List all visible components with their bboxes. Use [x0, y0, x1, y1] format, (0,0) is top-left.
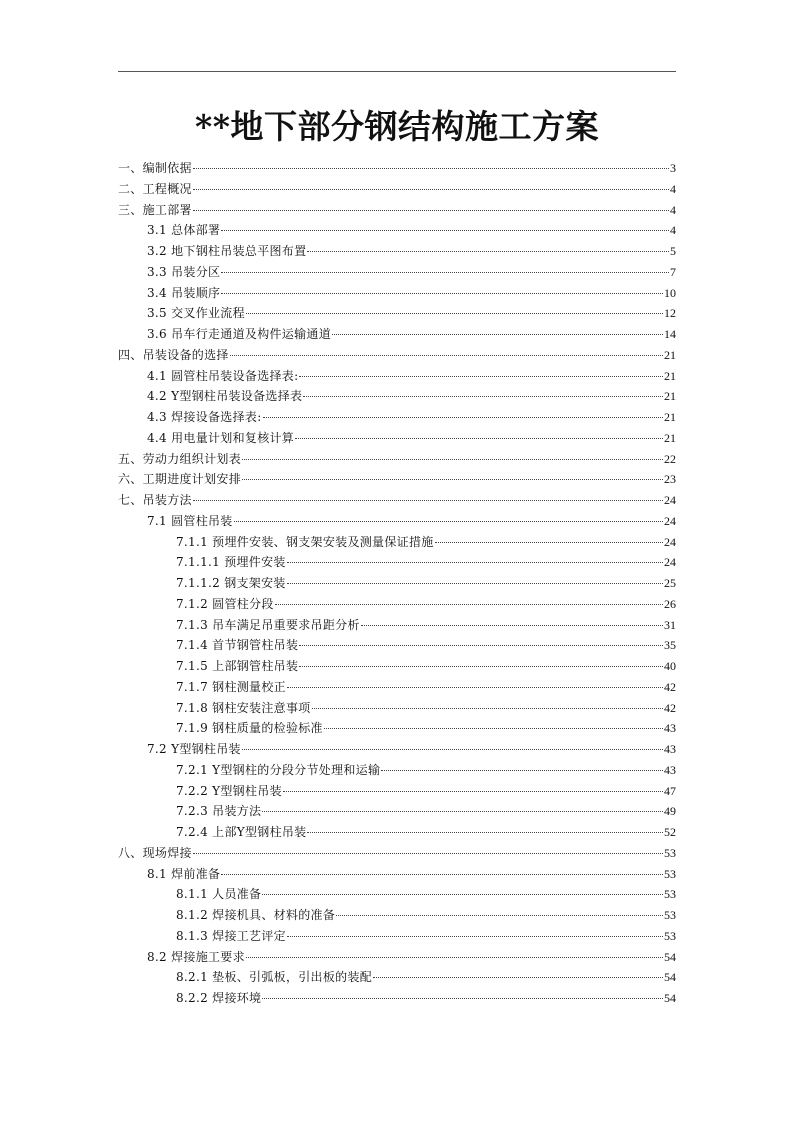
- table-of-contents: [118, 158, 676, 1009]
- toc-dot-leader: [262, 893, 663, 895]
- toc-entry[interactable]: [118, 677, 676, 698]
- toc-dot-leader: [381, 769, 663, 771]
- toc-page-number: 43: [664, 762, 676, 777]
- toc-entry-title: 7.1.7 钢柱测量校正: [176, 679, 286, 694]
- toc-entry[interactable]: [118, 615, 676, 636]
- toc-entry-title: 五、劳动力组织计划表: [118, 451, 242, 466]
- toc-page-number: 10: [664, 285, 676, 300]
- toc-dot-leader: [193, 852, 663, 854]
- toc-entry-title: 三、施工部署: [118, 202, 192, 217]
- toc-entry[interactable]: [118, 449, 676, 470]
- toc-page-number: 22: [664, 451, 676, 466]
- toc-entry[interactable]: [118, 407, 676, 428]
- toc-page-number: 26: [664, 596, 676, 611]
- toc-entry[interactable]: [118, 947, 676, 968]
- toc-dot-leader: [263, 416, 663, 418]
- toc-dot-leader: [193, 499, 663, 501]
- toc-entry-title: 7.2.4 上部Y型钢柱吊装: [176, 825, 307, 839]
- toc-page-number: 25: [664, 576, 676, 590]
- toc-entry-title: 3.6 吊车行走通道及构件运输通道: [147, 327, 331, 341]
- toc-page-number: 53: [664, 845, 676, 860]
- toc-entry-title: 3.1 总体部署: [147, 223, 221, 238]
- toc-entry[interactable]: [118, 179, 676, 200]
- toc-dot-leader: [242, 748, 663, 750]
- toc-entry-title: 7.1.9 钢柱质量的检验标准: [176, 721, 323, 736]
- toc-entry[interactable]: [118, 511, 676, 532]
- toc-entry-title: 4.4 用电量计划和复核计算: [147, 430, 295, 445]
- toc-entry[interactable]: [118, 428, 676, 449]
- toc-entry[interactable]: [118, 801, 676, 822]
- toc-entry[interactable]: [118, 220, 676, 241]
- toc-dot-leader: [361, 624, 663, 626]
- toc-dot-leader: [221, 271, 669, 273]
- toc-entry-title: 7.2.3 吊装方法: [176, 804, 262, 819]
- toc-page-number: 24: [664, 555, 676, 570]
- toc-entry-title: 8.1 焊前准备: [147, 866, 221, 881]
- toc-page-number: 21: [664, 368, 676, 383]
- toc-dot-leader: [312, 707, 663, 709]
- toc-dot-leader: [193, 209, 669, 211]
- toc-dot-leader: [295, 437, 663, 439]
- toc-page-number: 21: [664, 347, 676, 362]
- toc-dot-leader: [283, 790, 663, 792]
- toc-page-number: 21: [664, 430, 676, 445]
- toc-entry-title: 二、工程概况: [118, 181, 192, 196]
- toc-entry[interactable]: [118, 656, 676, 677]
- toc-dot-leader: [299, 665, 663, 667]
- toc-dot-leader: [299, 644, 663, 646]
- toc-entry[interactable]: [118, 884, 676, 905]
- toc-entry[interactable]: [118, 864, 676, 885]
- toc-entry-title: 一、编制依据: [118, 161, 192, 175]
- toc-page-number: 4: [670, 181, 676, 196]
- toc-entry-title: 8.2 焊接施工要求: [147, 949, 245, 964]
- toc-dot-leader: [221, 229, 669, 231]
- toc-dot-leader: [221, 292, 663, 294]
- toc-entry[interactable]: [118, 386, 676, 407]
- toc-page-number: 24: [664, 493, 676, 507]
- toc-entry[interactable]: [118, 303, 676, 324]
- toc-page-number: 49: [664, 804, 676, 819]
- toc-page-number: 53: [664, 887, 676, 902]
- toc-entry-title: 7.1.1.2 钢支架安装: [176, 576, 286, 590]
- toc-page-number: 7: [670, 264, 676, 279]
- toc-dot-leader: [307, 250, 669, 252]
- toc-page-number: 21: [664, 410, 676, 424]
- toc-page-number: 43: [664, 721, 676, 736]
- toc-page-number: 4: [670, 202, 676, 217]
- toc-page-number: 53: [664, 908, 676, 922]
- toc-entry[interactable]: [118, 345, 676, 366]
- toc-entry[interactable]: [118, 490, 676, 511]
- toc-page-number: 47: [664, 783, 676, 798]
- toc-entry-title: 7.1.4 首节钢管柱吊装: [176, 638, 299, 653]
- toc-dot-leader: [262, 810, 663, 812]
- toc-page-number: 54: [664, 970, 676, 985]
- toc-entry-title: 7.1.8 钢柱安装注意事项: [176, 700, 311, 715]
- toc-entry[interactable]: [118, 552, 676, 573]
- toc-entry[interactable]: [118, 781, 676, 802]
- toc-dot-leader: [230, 354, 663, 356]
- toc-entry[interactable]: [118, 262, 676, 283]
- toc-entry-title: 8.1.3 焊接工艺评定: [176, 928, 286, 943]
- toc-entry[interactable]: [118, 760, 676, 781]
- toc-entry-title: 3.5 交叉作业流程: [147, 306, 245, 321]
- toc-page-number: 42: [664, 679, 676, 694]
- toc-dot-leader: [332, 333, 663, 335]
- toc-page-number: 24: [664, 513, 676, 528]
- toc-entry-title: 8.1.2 焊接机具、材料的准备: [176, 908, 336, 922]
- toc-entry-title: 7.2.1 Y型钢柱的分段分节处理和运输: [176, 762, 381, 777]
- toc-page-number: 14: [664, 327, 676, 341]
- toc-page-number: 35: [664, 638, 676, 653]
- toc-entry-title: 7.1.1.1 预埋件安装: [176, 555, 286, 570]
- toc-entry-title: 七、吊装方法: [118, 493, 192, 507]
- toc-entry[interactable]: [118, 158, 676, 179]
- toc-dot-leader: [287, 935, 663, 937]
- header-rule: [118, 71, 676, 72]
- toc-entry[interactable]: [118, 200, 676, 221]
- toc-entry-title: 7.2 Y型钢柱吊装: [147, 742, 241, 756]
- toc-page-number: 53: [664, 928, 676, 943]
- toc-entry[interactable]: [118, 822, 676, 843]
- toc-entry[interactable]: [118, 241, 676, 262]
- toc-dot-leader: [435, 541, 663, 543]
- toc-page-number: 31: [664, 617, 676, 632]
- toc-entry[interactable]: [118, 988, 676, 1009]
- toc-entry-title: 4.2 Y型钢柱吊装设备选择表: [147, 389, 303, 404]
- toc-dot-leader: [287, 561, 663, 563]
- toc-page-number: 24: [664, 534, 676, 549]
- toc-page-number: 54: [664, 949, 676, 964]
- toc-entry[interactable]: [118, 324, 676, 345]
- toc-entry-title: 3.4 吊装顺序: [147, 285, 221, 300]
- toc-entry-title: 8.2.2 焊接环境: [176, 991, 262, 1005]
- toc-dot-leader: [221, 873, 663, 875]
- toc-entry-title: 7.1.2 圆管柱分段: [176, 596, 274, 611]
- toc-page-number: 23: [664, 472, 676, 487]
- toc-page-number: 5: [670, 244, 676, 258]
- toc-entry[interactable]: [118, 366, 676, 387]
- toc-page-number: 3: [670, 161, 676, 175]
- toc-entry[interactable]: [118, 905, 676, 926]
- toc-dot-leader: [262, 997, 663, 999]
- toc-entry[interactable]: [118, 594, 676, 615]
- toc-entry-title: 4.1 圆管柱吊装设备选择表:: [147, 368, 299, 383]
- toc-dot-leader: [193, 188, 669, 190]
- toc-dot-leader: [242, 478, 663, 480]
- toc-page-number: 52: [664, 825, 676, 839]
- toc-entry[interactable]: [118, 698, 676, 719]
- toc-entry-title: 8.2.1 垫板、引弧板，引出板的装配: [176, 970, 373, 985]
- toc-dot-leader: [287, 686, 663, 688]
- toc-dot-leader: [336, 914, 663, 916]
- toc-page-number: 40: [664, 659, 676, 673]
- toc-entry[interactable]: [118, 635, 676, 656]
- toc-dot-leader: [287, 582, 663, 584]
- toc-entry-title: 7.2.2 Y型钢柱吊装: [176, 783, 282, 798]
- toc-entry-title: 六、工期进度计划安排: [118, 472, 242, 487]
- toc-dot-leader: [242, 458, 663, 460]
- toc-entry-title: 四、吊装设备的选择: [118, 347, 229, 362]
- document-title: **地下部分钢结构施工方案: [194, 107, 599, 146]
- toc-page-number: 4: [670, 223, 676, 238]
- toc-entry-title: 7.1.1 预埋件安装、钢支架安装及测量保证措施: [176, 534, 434, 549]
- toc-entry[interactable]: [118, 843, 676, 864]
- toc-page-number: 43: [664, 742, 676, 756]
- toc-page-number: 54: [664, 991, 676, 1005]
- toc-dot-leader: [373, 976, 663, 978]
- toc-entry[interactable]: [118, 926, 676, 947]
- toc-page-number: 12: [664, 306, 676, 321]
- toc-entry[interactable]: [118, 283, 676, 304]
- toc-dot-leader: [324, 727, 663, 729]
- toc-entry-title: 八、现场焊接: [118, 845, 192, 860]
- toc-page-number: 42: [664, 700, 676, 715]
- toc-entry-title: 4.3 焊接设备选择表:: [147, 410, 262, 424]
- toc-dot-leader: [299, 375, 663, 377]
- toc-page-number: 21: [664, 389, 676, 404]
- toc-entry-title: 7.1.3 吊车满足吊重要求吊距分析: [176, 617, 360, 632]
- toc-dot-leader: [246, 312, 663, 314]
- toc-entry[interactable]: [118, 573, 676, 594]
- toc-dot-leader: [246, 956, 663, 958]
- toc-entry-title: 7.1 圆管柱吊装: [147, 513, 233, 528]
- toc-dot-leader: [303, 395, 663, 397]
- toc-entry[interactable]: [118, 739, 676, 760]
- toc-dot-leader: [193, 167, 669, 169]
- toc-entry-title: 7.1.5 上部钢管柱吊装: [176, 659, 299, 673]
- toc-dot-leader: [307, 831, 663, 833]
- toc-entry-title: 3.3 吊装分区: [147, 264, 221, 279]
- toc-page-number: 53: [664, 866, 676, 881]
- toc-entry-title: 8.1.1 人员准备: [176, 887, 262, 902]
- toc-dot-leader: [234, 520, 663, 522]
- toc-entry-title: 3.2 地下钢柱吊装总平图布置: [147, 244, 307, 258]
- toc-entry[interactable]: [118, 532, 676, 553]
- toc-entry[interactable]: [118, 718, 676, 739]
- toc-entry[interactable]: [118, 469, 676, 490]
- toc-entry[interactable]: [118, 967, 676, 988]
- toc-dot-leader: [275, 603, 663, 605]
